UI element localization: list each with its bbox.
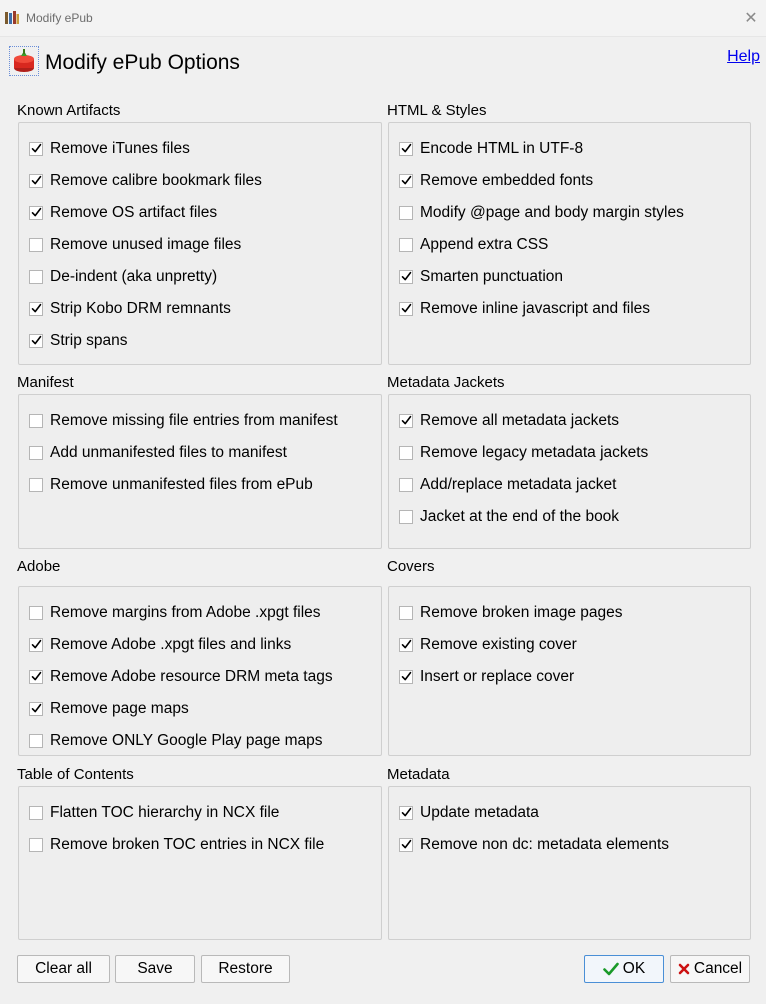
checkbox-label: Jacket at the end of the book [420,508,620,525]
group-box-covers [388,586,751,756]
modify-epub-icon [9,46,39,76]
checkbox-flatten-toc-hierarchy-in-ncx-file[interactable] [29,803,279,823]
checkbox-unchecked-icon[interactable] [399,478,413,492]
checkbox-label: Append extra CSS [420,236,549,253]
save-label: Save [137,960,173,977]
checkbox-checked-icon[interactable] [399,142,413,156]
checkbox-remove-unmanifested-files-from-epub[interactable] [29,475,313,495]
checkbox-unchecked-icon[interactable] [29,606,43,620]
checkbox-remove-broken-image-pages[interactable] [399,603,622,623]
checkbox-label: Modify @page and body margin styles [420,204,684,221]
checkbox-remove-unused-image-files[interactable] [29,235,241,255]
checkmark-icon [603,962,619,976]
cancel-button[interactable] [670,955,750,983]
group-title-html-styles: HTML & Styles [387,102,487,119]
checkbox-label: Insert or replace cover [420,668,575,685]
checkbox-unchecked-icon[interactable] [29,734,43,748]
checkbox-checked-icon[interactable] [29,670,43,684]
checkbox-unchecked-icon[interactable] [399,510,413,524]
checkbox-remove-itunes-files[interactable] [29,139,190,159]
checkbox-unchecked-icon[interactable] [399,606,413,620]
checkbox-remove-inline-javascript-and-files[interactable] [399,299,650,319]
checkbox-remove-non-dc-metadata-elements[interactable] [399,835,669,855]
checkbox-label: Remove unused image files [50,236,242,253]
checkbox-strip-spans[interactable] [29,331,128,351]
checkbox-append-extra-css[interactable] [399,235,548,255]
clear-all-button[interactable] [17,955,110,983]
checkbox-unchecked-icon[interactable] [29,478,43,492]
checkbox-add-unmanifested-files-to-manifest[interactable] [29,443,287,463]
group-box-table-of-contents [18,786,382,940]
checkbox-unchecked-icon[interactable] [399,446,413,460]
checkbox-remove-missing-file-entries-from-manifest[interactable] [29,411,338,431]
group-title-covers: Covers [387,558,435,575]
help-link[interactable]: Help [727,48,760,65]
checkbox-smarten-punctuation[interactable] [399,267,563,287]
cancel-x-icon [678,963,690,975]
checkbox-unchecked-icon[interactable] [399,206,413,220]
checkbox-label: Remove embedded fonts [420,172,594,189]
title-bar [0,0,766,37]
checkbox-modify-page-and-body-margin-styles[interactable] [399,203,684,223]
checkbox-update-metadata[interactable] [399,803,539,823]
group-box-known-artifacts [18,122,382,365]
checkbox-label: Remove non dc: metadata elements [420,836,669,853]
checkbox-checked-icon[interactable] [399,806,413,820]
checkbox-label: Remove margins from Adobe .xpgt files [50,604,321,621]
checkbox-label: Flatten TOC hierarchy in NCX file [50,804,280,821]
group-box-metadata-jackets [388,394,751,549]
checkbox-unchecked-icon[interactable] [29,414,43,428]
clear-all-label: Clear all [35,960,92,977]
checkbox-label: Remove OS artifact files [50,204,218,221]
checkbox-checked-icon[interactable] [399,270,413,284]
group-title-table-of-contents: Table of Contents [17,766,134,783]
checkbox-checked-icon[interactable] [399,414,413,428]
checkbox-label: Remove broken image pages [420,604,623,621]
checkbox-jacket-at-the-end-of-the-book[interactable] [399,507,619,527]
checkbox-de-indent-aka-unpretty[interactable] [29,267,217,287]
checkbox-unchecked-icon[interactable] [29,270,43,284]
checkbox-label: De-indent (aka unpretty) [50,268,218,285]
checkbox-label: Remove inline javascript and files [420,300,651,317]
checkbox-add-replace-metadata-jacket[interactable] [399,475,616,495]
checkbox-label: Remove Adobe .xpgt files and links [50,636,292,653]
checkbox-remove-calibre-bookmark-files[interactable] [29,171,262,191]
checkbox-remove-all-metadata-jackets[interactable] [399,411,619,431]
checkbox-checked-icon[interactable] [399,174,413,188]
group-title-known-artifacts: Known Artifacts [17,102,121,119]
checkbox-label: Add/replace metadata jacket [420,476,617,493]
dialog-title: Modify ePub Options [45,51,240,74]
checkbox-label: Encode HTML in UTF-8 [420,140,584,157]
checkbox-remove-legacy-metadata-jackets[interactable] [399,443,648,463]
checkbox-label: Remove calibre bookmark files [50,172,262,189]
checkbox-checked-icon[interactable] [29,302,43,316]
checkbox-label: Remove all metadata jackets [420,412,620,429]
close-icon: ✕ [744,10,758,27]
checkbox-label: Remove ONLY Google Play page maps [50,732,323,749]
checkbox-label: Remove unmanifested files from ePub [50,476,313,493]
ok-label: OK [622,960,646,977]
group-box-manifest [18,394,382,549]
checkbox-checked-icon[interactable] [29,206,43,220]
window-title: Modify ePub [26,11,93,25]
checkbox-label: Smarten punctuation [420,268,564,285]
checkbox-checked-icon[interactable] [29,638,43,652]
checkbox-checked-icon[interactable] [399,838,413,852]
checkbox-unchecked-icon[interactable] [29,838,43,852]
cancel-label: Cancel [693,960,743,977]
checkbox-label: Remove iTunes files [50,140,190,157]
checkbox-unchecked-icon[interactable] [29,806,43,820]
checkbox-encode-html-in-utf-8[interactable] [399,139,583,159]
group-title-adobe: Adobe [17,558,61,575]
ok-button[interactable] [584,955,664,983]
checkbox-remove-existing-cover[interactable] [399,635,577,655]
checkbox-checked-icon[interactable] [399,302,413,316]
checkbox-remove-adobe-resource-drm-meta-tags[interactable] [29,667,333,687]
checkbox-strip-kobo-drm-remnants[interactable] [29,299,231,319]
checkbox-unchecked-icon[interactable] [399,238,413,252]
checkbox-label: Update metadata [420,804,539,821]
close-button[interactable] [740,8,762,30]
group-box-html-styles [388,122,751,365]
checkbox-label: Remove Adobe resource DRM meta tags [50,668,333,685]
checkbox-remove-only-google-play-page-maps[interactable] [29,731,323,751]
group-box-metadata [388,786,751,940]
checkbox-remove-broken-toc-entries-in-ncx-file[interactable] [29,835,324,855]
restore-button[interactable] [201,955,290,983]
checkbox-insert-or-replace-cover[interactable] [399,667,574,687]
checkbox-label: Remove missing file entries from manifest [50,412,338,429]
checkbox-label: Add unmanifested files to manifest [50,444,287,461]
checkbox-label: Strip Kobo DRM remnants [50,300,231,317]
checkbox-checked-icon[interactable] [399,670,413,684]
checkbox-unchecked-icon[interactable] [29,238,43,252]
checkbox-checked-icon[interactable] [29,334,43,348]
checkbox-label: Remove broken TOC entries in NCX file [50,836,325,853]
checkbox-checked-icon[interactable] [29,702,43,716]
checkbox-remove-os-artifact-files[interactable] [29,203,217,223]
checkbox-checked-icon[interactable] [399,638,413,652]
checkbox-remove-margins-from-adobe-xpgt-files[interactable] [29,603,321,623]
checkbox-label: Remove existing cover [420,636,577,653]
group-title-manifest: Manifest [17,374,74,391]
checkbox-label: Remove page maps [50,700,189,717]
checkbox-label: Remove legacy metadata jackets [420,444,649,461]
group-title-metadata-jackets: Metadata Jackets [387,374,505,391]
checkbox-remove-page-maps[interactable] [29,699,189,719]
checkbox-label: Strip spans [50,332,128,349]
group-box-adobe [18,586,382,756]
checkbox-unchecked-icon[interactable] [29,446,43,460]
checkbox-checked-icon[interactable] [29,174,43,188]
checkbox-remove-embedded-fonts[interactable] [399,171,593,191]
save-button[interactable] [115,955,195,983]
group-title-metadata: Metadata [387,766,450,783]
calibre-books-icon [4,10,20,26]
checkbox-checked-icon[interactable] [29,142,43,156]
restore-label: Restore [218,960,273,977]
checkbox-remove-adobe-xpgt-files-and-links[interactable] [29,635,291,655]
